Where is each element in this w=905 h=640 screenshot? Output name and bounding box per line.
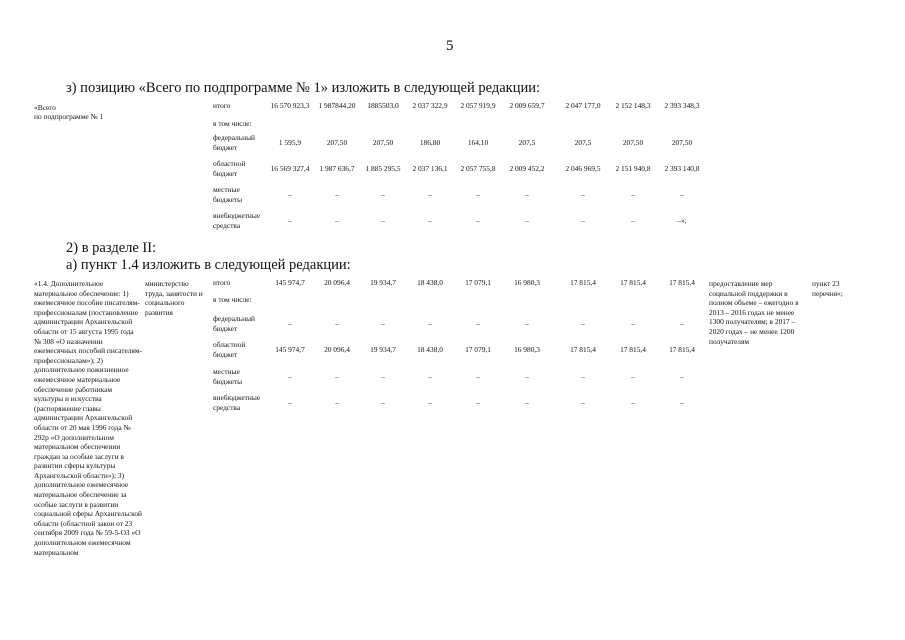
table2-note: пункт 23 перечня»; [812, 279, 843, 298]
table-cell: – [335, 398, 339, 407]
table-cell: 17 815,4 [620, 278, 646, 287]
instruction-heading-z: з) позицию «Всего по подпрограмме № 1» изложить в следующей редакции: [66, 80, 541, 96]
table-cell: – [335, 190, 339, 199]
table-cell: 16 569 327,4 [270, 164, 310, 173]
table-cell: 16 980,3 [514, 278, 540, 287]
table-cell: 16 570 923,3 [270, 101, 310, 110]
table-cell: 186,80 [419, 138, 441, 147]
table-cell: – [525, 398, 529, 407]
table-cell: 1 987 636,7 [319, 164, 355, 173]
table-cell: 17 815,4 [570, 278, 596, 287]
table-cell: – [428, 398, 432, 407]
table-cell: – [476, 216, 480, 225]
table-cell: – [428, 190, 432, 199]
table-cell: – [525, 319, 529, 328]
table2-result-text: предоставление мер социальной поддержки в полном объеме – ежегодно в 2013 – 2016 годах не менее 1300 получателям; в 2017 – 2020 годах – не менее 1200 получателям [709, 279, 799, 346]
table-cell: 207,50 [671, 138, 693, 147]
table-cell: 20 096,4 [324, 345, 350, 354]
row-label: федеральный бюджет [213, 314, 255, 333]
table-cell: – [680, 372, 684, 381]
table-cell: 1885503,0 [367, 101, 399, 110]
table-cell: 2 037 322,9 [412, 101, 448, 110]
table-cell: – [381, 216, 385, 225]
table-cell: – [381, 190, 385, 199]
table-cell: 2 151 940,8 [615, 164, 651, 173]
table-cell: – [581, 319, 585, 328]
table-cell: 164,10 [467, 138, 489, 147]
table-cell: – [631, 398, 635, 407]
table-cell: – [581, 372, 585, 381]
table1-label-line1: «Всего [34, 103, 56, 112]
table-cell: 145 974,7 [275, 345, 305, 354]
table-cell: – [680, 319, 684, 328]
table-cell: 18 438,0 [417, 278, 443, 287]
section-ii-heading: 2) в разделе II: [66, 240, 157, 256]
table1-label-line2: по подпрограмме № 1 [34, 112, 104, 121]
table-cell: – [288, 190, 292, 199]
table-cell: 2 047 177,0 [565, 101, 601, 110]
table-cell: – [680, 190, 684, 199]
table-cell: – [631, 190, 635, 199]
row-label: местные бюджеты [213, 367, 243, 386]
table-cell: – [476, 372, 480, 381]
table-cell: – [476, 398, 480, 407]
row-label: итого [213, 278, 231, 287]
table-cell: – [335, 372, 339, 381]
table-cell: 2 057 919,9 [460, 101, 496, 110]
table-cell: –»; [677, 216, 687, 225]
row-label: внебюджетные средства [213, 211, 261, 230]
row-label: внебюджетные средства [213, 393, 261, 412]
table-cell: 18 438,0 [417, 345, 443, 354]
table-cell: – [680, 398, 684, 407]
table-cell: 17 815,4 [620, 345, 646, 354]
table-cell: 2 393 348,3 [664, 101, 700, 110]
table-cell: – [525, 216, 529, 225]
table-cell: – [381, 398, 385, 407]
table-cell: 207,5 [518, 138, 536, 147]
row-label: в том числе: [213, 119, 252, 128]
table-cell: – [381, 372, 385, 381]
table-cell: – [525, 372, 529, 381]
table-cell: – [428, 216, 432, 225]
row-label: федеральный бюджет [213, 133, 255, 152]
table-cell: – [581, 398, 585, 407]
page-number: 5 [446, 38, 454, 54]
table-cell: 1 987844,20 [318, 101, 356, 110]
row-label: областной бюджет [213, 340, 246, 359]
table-cell: – [428, 372, 432, 381]
table-cell: 207,50 [326, 138, 348, 147]
table-cell: 1 885 295,5 [365, 164, 401, 173]
table-cell: – [288, 319, 292, 328]
table-cell: – [631, 216, 635, 225]
table-cell: 2 046 969,5 [565, 164, 601, 173]
table-cell: 207,50 [622, 138, 644, 147]
table-cell: – [476, 319, 480, 328]
table-cell: – [288, 398, 292, 407]
row-label: местные бюджеты [213, 185, 243, 204]
row-label: итого [213, 101, 231, 110]
table-cell: – [631, 372, 635, 381]
table-cell: – [335, 319, 339, 328]
table-cell: – [581, 216, 585, 225]
table-cell: 2 057 755,8 [460, 164, 496, 173]
table-cell: 207,50 [372, 138, 394, 147]
table-cell: 1 595,9 [278, 138, 302, 147]
table-cell: 2 152 148,3 [615, 101, 651, 110]
row-label: в том числе: [213, 295, 252, 304]
row-label: областной бюджет [213, 159, 246, 178]
table-cell: 20 096,4 [324, 278, 350, 287]
table-cell: 17 079,1 [465, 278, 491, 287]
table-cell: – [288, 372, 292, 381]
table-cell: 145 974,7 [275, 278, 305, 287]
table-cell: 19 934,7 [370, 345, 396, 354]
table2-item-description: «1.4. Дополнительное материальное обеспечение: 1) ежемесячное пособие писателям-профессионалам (постановление администрации Архангельской области от 15 августа 1995 года № 308 «О назначении ежемесячных пособий писателям-профессионалам»); 2) дополнительное пожизненное ежемесячное материальное обеспечение работникам культуры и искусства (распоряжение главы администрации Архангельской области от 20 мая 1996 года № 292р «О дополнительном материальном обеспечении граждан за особые заслуги в развитии сферы культуры Архангельской области»); 3) дополнительное ежемесячное материальное обеспечение за особые заслуги в развитии социальной сферы Архангельской области (областной закон от 23 сентября 2009 года № 59-5-ОЗ «О дополнительном ежемесячном материальном [34, 279, 143, 557]
table-cell: – [631, 319, 635, 328]
table-cell: 207,5 [574, 138, 592, 147]
instruction-heading-a: а) пункт 1.4 изложить в следующей редакции: [66, 257, 351, 273]
table-cell: – [476, 190, 480, 199]
table-cell: – [581, 190, 585, 199]
table-cell: – [381, 319, 385, 328]
table-cell: 17 815,4 [669, 345, 695, 354]
table-cell: 2 009 452,2 [509, 164, 545, 173]
table-cell: – [525, 190, 529, 199]
table-cell: 17 079,1 [465, 345, 491, 354]
table-cell: 16 980,3 [514, 345, 540, 354]
table-cell: – [335, 216, 339, 225]
table-cell: 2 393 140,8 [664, 164, 700, 173]
table-cell: 19 934,7 [370, 278, 396, 287]
table-cell: 2 009 659,7 [509, 101, 545, 110]
table-cell: 17 815,4 [669, 278, 695, 287]
table-cell: 17 815,4 [570, 345, 596, 354]
table-cell: – [288, 216, 292, 225]
table-cell: 2 037 136,1 [412, 164, 448, 173]
table2-executor: министерство труда, занятости и социального развития [145, 279, 203, 317]
table-cell: – [428, 319, 432, 328]
